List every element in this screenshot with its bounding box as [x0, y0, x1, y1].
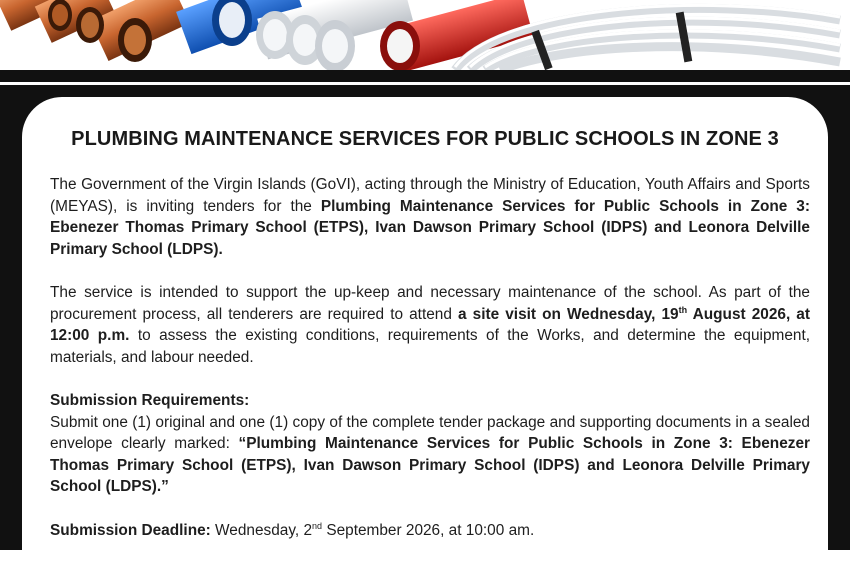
site-visit-date: a site visit on Wednesday, 19 — [458, 305, 679, 323]
submission-text: Submit one (1) original and one (1) copy of the complete tender package and supporting documents in a sealed envelope clearly marked: — [50, 413, 810, 452]
submission-label-text: “Plumbing Maintenance Services for Public Schools in Zone 3: Ebenezer Thomas Primary School (ETPS), Ivan Dawson Primary School (IDPS) and Leonora Delville Primary School (LDPS).” — [50, 435, 810, 495]
divider — [0, 82, 850, 85]
service-tail-text: to assess the existing conditions, requirements of the Works, and determine the equipment, materials, and labour needed. — [50, 327, 810, 366]
deadline-value-rest: September 2026, at 10:00 am. — [322, 522, 535, 539]
intro-text: The Government of the Virgin Islands (GoVI), acting through the Ministry of Education, Youth Affairs and Sports (MEYAS), is inviting tenders for the — [50, 176, 810, 215]
deadline-label: Submission Deadline: — [50, 522, 211, 539]
banner-pipes-image — [0, 0, 850, 70]
copper-pipes — [0, 0, 190, 62]
deadline-value: Wednesday, 2 — [210, 522, 313, 539]
deadline-ordinal: nd — [312, 520, 323, 531]
site-visit-time: August 2026, at 12:00 p.m. — [50, 305, 810, 344]
submission-paragraph — [50, 390, 810, 498]
submission-heading: Submission Requirements: — [50, 392, 250, 409]
service-text: The service is intended to support the up-keep and necessary maintenance of the school. As part of the procurement process, all tenderers are required to attend — [50, 284, 810, 323]
service-paragraph — [50, 282, 810, 368]
deadline-paragraph — [50, 520, 810, 542]
intro-paragraph — [50, 174, 810, 260]
intro-bold-text: Plumbing Maintenance Services for Public Schools in Zone 3: Ebenezer Thomas Primary School (ETPS), Ivan Dawson Primary School (IDPS) and Leonora Delville Primary School (LDPS). — [50, 197, 810, 258]
site-visit-ordinal: th — [678, 304, 688, 315]
notice-title: PLUMBING MAINTENANCE SERVICES FOR PUBLIC SCHOOLS IN ZONE 3 — [71, 128, 779, 150]
